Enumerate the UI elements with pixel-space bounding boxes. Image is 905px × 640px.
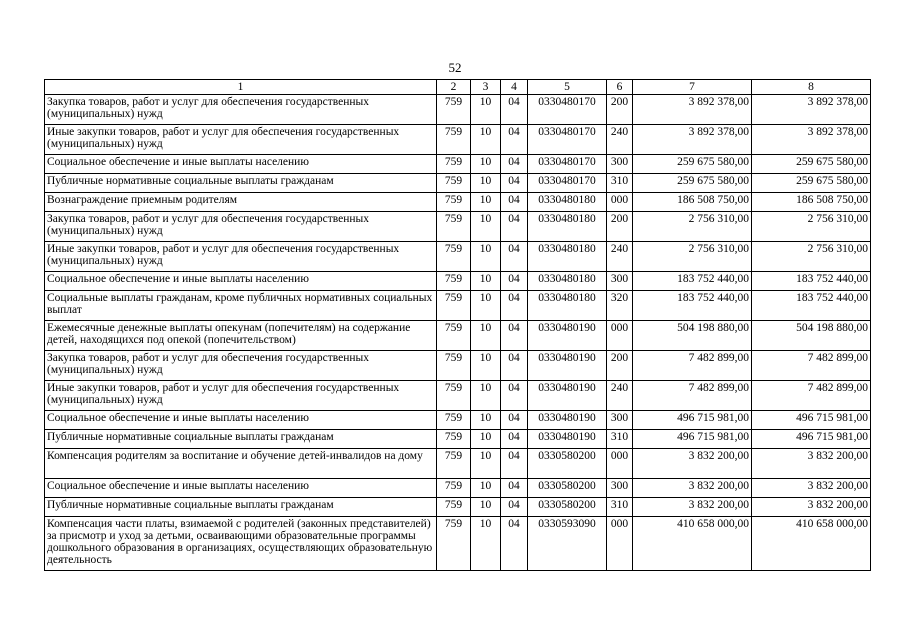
table-row	[45, 381, 871, 411]
expense-type-cell: 000	[607, 321, 633, 351]
table-row	[45, 125, 871, 155]
target-article-cell: 0330480180	[528, 272, 607, 291]
section-code-cell: 10	[471, 479, 501, 498]
amount-col8-cell: 3 832 200,00	[752, 479, 871, 498]
column-header: 6	[607, 80, 633, 95]
row-name-cell: Компенсация части платы, взимаемой с родителей (законных представителей) за присмотр и уход за детьми, осваивающими образовательные программы дошкольного образования в организациях, осуществляющих образовательную деятельность	[45, 517, 437, 571]
subsection-code-cell: 04	[501, 381, 528, 411]
ministry-code-cell: 759	[437, 517, 471, 571]
subsection-code-cell: 04	[501, 95, 528, 125]
column-header: 3	[471, 80, 501, 95]
ministry-code-cell: 759	[437, 381, 471, 411]
column-header: 2	[437, 80, 471, 95]
amount-col7-cell: 3 892 378,00	[633, 125, 752, 155]
amount-col8-cell: 3 892 378,00	[752, 95, 871, 125]
row-name-cell: Закупка товаров, работ и услуг для обеспечения государственных (муниципальных) нужд	[45, 95, 437, 125]
amount-col7-cell: 7 482 899,00	[633, 351, 752, 381]
row-name-cell: Социальное обеспечение и иные выплаты населению	[45, 155, 437, 174]
subsection-code-cell: 04	[501, 212, 528, 242]
amount-col7-cell: 504 198 880,00	[633, 321, 752, 351]
amount-col8-cell: 2 756 310,00	[752, 212, 871, 242]
section-code-cell: 10	[471, 351, 501, 381]
target-article-cell: 0330480180	[528, 193, 607, 212]
ministry-code-cell: 759	[437, 155, 471, 174]
target-article-cell: 0330480170	[528, 174, 607, 193]
amount-col8-cell: 183 752 440,00	[752, 291, 871, 321]
section-code-cell: 10	[471, 291, 501, 321]
target-article-cell: 0330480170	[528, 95, 607, 125]
table-row	[45, 174, 871, 193]
table-row	[45, 291, 871, 321]
table-body	[45, 95, 871, 571]
subsection-code-cell: 04	[501, 498, 528, 517]
subsection-code-cell: 04	[501, 430, 528, 449]
expense-type-cell: 000	[607, 449, 633, 479]
table-row	[45, 449, 871, 479]
subsection-code-cell: 04	[501, 155, 528, 174]
expense-type-cell: 000	[607, 517, 633, 571]
row-name-cell: Публичные нормативные социальные выплаты гражданам	[45, 430, 437, 449]
table-row	[45, 517, 871, 571]
row-name-cell: Ежемесячные денежные выплаты опекунам (попечителям) на содержание детей, находящихся под опекой (попечительством)	[45, 321, 437, 351]
amount-col7-cell: 2 756 310,00	[633, 242, 752, 272]
ministry-code-cell: 759	[437, 430, 471, 449]
table-row	[45, 242, 871, 272]
amount-col8-cell: 496 715 981,00	[752, 411, 871, 430]
expense-type-cell: 300	[607, 155, 633, 174]
row-name-cell: Социальное обеспечение и иные выплаты населению	[45, 411, 437, 430]
table-row	[45, 193, 871, 212]
ministry-code-cell: 759	[437, 449, 471, 479]
amount-col8-cell: 496 715 981,00	[752, 430, 871, 449]
amount-col8-cell: 410 658 000,00	[752, 517, 871, 571]
target-article-cell: 0330480190	[528, 411, 607, 430]
ministry-code-cell: 759	[437, 125, 471, 155]
table-row	[45, 430, 871, 449]
expense-type-cell: 310	[607, 498, 633, 517]
row-name-cell: Социальное обеспечение и иные выплаты населению	[45, 479, 437, 498]
amount-col8-cell: 2 756 310,00	[752, 242, 871, 272]
subsection-code-cell: 04	[501, 291, 528, 321]
amount-col7-cell: 259 675 580,00	[633, 155, 752, 174]
target-article-cell: 0330580200	[528, 449, 607, 479]
amount-col7-cell: 3 892 378,00	[633, 95, 752, 125]
target-article-cell: 0330480190	[528, 351, 607, 381]
amount-col7-cell: 496 715 981,00	[633, 430, 752, 449]
amount-col8-cell: 7 482 899,00	[752, 351, 871, 381]
table-row	[45, 321, 871, 351]
section-code-cell: 10	[471, 155, 501, 174]
amount-col7-cell: 3 832 200,00	[633, 479, 752, 498]
amount-col8-cell: 3 832 200,00	[752, 498, 871, 517]
row-name-cell: Иные закупки товаров, работ и услуг для обеспечения государственных (муниципальных) нужд	[45, 381, 437, 411]
target-article-cell: 0330580200	[528, 479, 607, 498]
section-code-cell: 10	[471, 381, 501, 411]
amount-col8-cell: 7 482 899,00	[752, 381, 871, 411]
table-row	[45, 479, 871, 498]
table-row	[45, 155, 871, 174]
amount-col7-cell: 183 752 440,00	[633, 291, 752, 321]
table-row	[45, 212, 871, 242]
budget-table	[44, 79, 871, 571]
row-name-cell: Закупка товаров, работ и услуг для обеспечения государственных (муниципальных) нужд	[45, 212, 437, 242]
amount-col8-cell: 3 892 378,00	[752, 125, 871, 155]
table-row	[45, 95, 871, 125]
subsection-code-cell: 04	[501, 242, 528, 272]
row-name-cell: Вознаграждение приемным родителям	[45, 193, 437, 212]
table-row	[45, 411, 871, 430]
ministry-code-cell: 759	[437, 272, 471, 291]
expense-type-cell: 240	[607, 381, 633, 411]
target-article-cell: 0330480180	[528, 242, 607, 272]
ministry-code-cell: 759	[437, 351, 471, 381]
target-article-cell: 0330480180	[528, 291, 607, 321]
ministry-code-cell: 759	[437, 291, 471, 321]
amount-col7-cell: 3 832 200,00	[633, 498, 752, 517]
expense-type-cell: 310	[607, 174, 633, 193]
row-name-cell: Социальное обеспечение и иные выплаты населению	[45, 272, 437, 291]
ministry-code-cell: 759	[437, 479, 471, 498]
section-code-cell: 10	[471, 125, 501, 155]
section-code-cell: 10	[471, 212, 501, 242]
ministry-code-cell: 759	[437, 321, 471, 351]
amount-col7-cell: 259 675 580,00	[633, 174, 752, 193]
amount-col7-cell: 183 752 440,00	[633, 272, 752, 291]
expense-type-cell: 240	[607, 242, 633, 272]
ministry-code-cell: 759	[437, 95, 471, 125]
header-row	[45, 80, 871, 95]
row-name-cell: Иные закупки товаров, работ и услуг для обеспечения государственных (муниципальных) нужд	[45, 242, 437, 272]
expense-type-cell: 240	[607, 125, 633, 155]
expense-type-cell: 200	[607, 95, 633, 125]
amount-col8-cell: 259 675 580,00	[752, 174, 871, 193]
amount-col7-cell: 7 482 899,00	[633, 381, 752, 411]
target-article-cell: 0330480170	[528, 125, 607, 155]
subsection-code-cell: 04	[501, 479, 528, 498]
expense-type-cell: 300	[607, 479, 633, 498]
column-header: 7	[633, 80, 752, 95]
ministry-code-cell: 759	[437, 411, 471, 430]
expense-type-cell: 300	[607, 411, 633, 430]
expense-type-cell: 310	[607, 430, 633, 449]
section-code-cell: 10	[471, 411, 501, 430]
section-code-cell: 10	[471, 430, 501, 449]
section-code-cell: 10	[471, 174, 501, 193]
subsection-code-cell: 04	[501, 193, 528, 212]
section-code-cell: 10	[471, 193, 501, 212]
section-code-cell: 10	[471, 517, 501, 571]
ministry-code-cell: 759	[437, 212, 471, 242]
amount-col8-cell: 186 508 750,00	[752, 193, 871, 212]
section-code-cell: 10	[471, 498, 501, 517]
section-code-cell: 10	[471, 321, 501, 351]
row-name-cell: Компенсация родителям за воспитание и обучение детей-инвалидов на дому	[45, 449, 437, 479]
column-header: 8	[752, 80, 871, 95]
expense-type-cell: 320	[607, 291, 633, 321]
ministry-code-cell: 759	[437, 174, 471, 193]
row-name-cell: Публичные нормативные социальные выплаты гражданам	[45, 174, 437, 193]
column-header: 5	[528, 80, 607, 95]
target-article-cell: 0330480190	[528, 321, 607, 351]
subsection-code-cell: 04	[501, 351, 528, 381]
amount-col7-cell: 2 756 310,00	[633, 212, 752, 242]
target-article-cell: 0330580200	[528, 498, 607, 517]
amount-col7-cell: 496 715 981,00	[633, 411, 752, 430]
subsection-code-cell: 04	[501, 517, 528, 571]
target-article-cell: 0330480170	[528, 155, 607, 174]
target-article-cell: 0330480180	[528, 212, 607, 242]
expense-type-cell: 300	[607, 272, 633, 291]
subsection-code-cell: 04	[501, 411, 528, 430]
target-article-cell: 0330480190	[528, 381, 607, 411]
table-row	[45, 498, 871, 517]
section-code-cell: 10	[471, 95, 501, 125]
ministry-code-cell: 759	[437, 242, 471, 272]
target-article-cell: 0330593090	[528, 517, 607, 571]
column-header: 1	[45, 80, 437, 95]
amount-col7-cell: 186 508 750,00	[633, 193, 752, 212]
table-row	[45, 272, 871, 291]
amount-col8-cell: 183 752 440,00	[752, 272, 871, 291]
subsection-code-cell: 04	[501, 174, 528, 193]
ministry-code-cell: 759	[437, 498, 471, 517]
amount-col8-cell: 3 832 200,00	[752, 449, 871, 479]
row-name-cell: Публичные нормативные социальные выплаты гражданам	[45, 498, 437, 517]
ministry-code-cell: 759	[437, 193, 471, 212]
amount-col8-cell: 504 198 880,00	[752, 321, 871, 351]
row-name-cell: Закупка товаров, работ и услуг для обеспечения государственных (муниципальных) нужд	[45, 351, 437, 381]
subsection-code-cell: 04	[501, 449, 528, 479]
column-header: 4	[501, 80, 528, 95]
table-row	[45, 351, 871, 381]
row-name-cell: Социальные выплаты гражданам, кроме публичных нормативных социальных выплат	[45, 291, 437, 321]
amount-col7-cell: 410 658 000,00	[633, 517, 752, 571]
expense-type-cell: 200	[607, 212, 633, 242]
target-article-cell: 0330480190	[528, 430, 607, 449]
expense-type-cell: 000	[607, 193, 633, 212]
amount-col7-cell: 3 832 200,00	[633, 449, 752, 479]
amount-col8-cell: 259 675 580,00	[752, 155, 871, 174]
subsection-code-cell: 04	[501, 321, 528, 351]
section-code-cell: 10	[471, 272, 501, 291]
expense-type-cell: 200	[607, 351, 633, 381]
section-code-cell: 10	[471, 449, 501, 479]
subsection-code-cell: 04	[501, 125, 528, 155]
page-number: 52	[448, 60, 462, 75]
section-code-cell: 10	[471, 242, 501, 272]
subsection-code-cell: 04	[501, 272, 528, 291]
row-name-cell: Иные закупки товаров, работ и услуг для обеспечения государственных (муниципальных) нужд	[45, 125, 437, 155]
